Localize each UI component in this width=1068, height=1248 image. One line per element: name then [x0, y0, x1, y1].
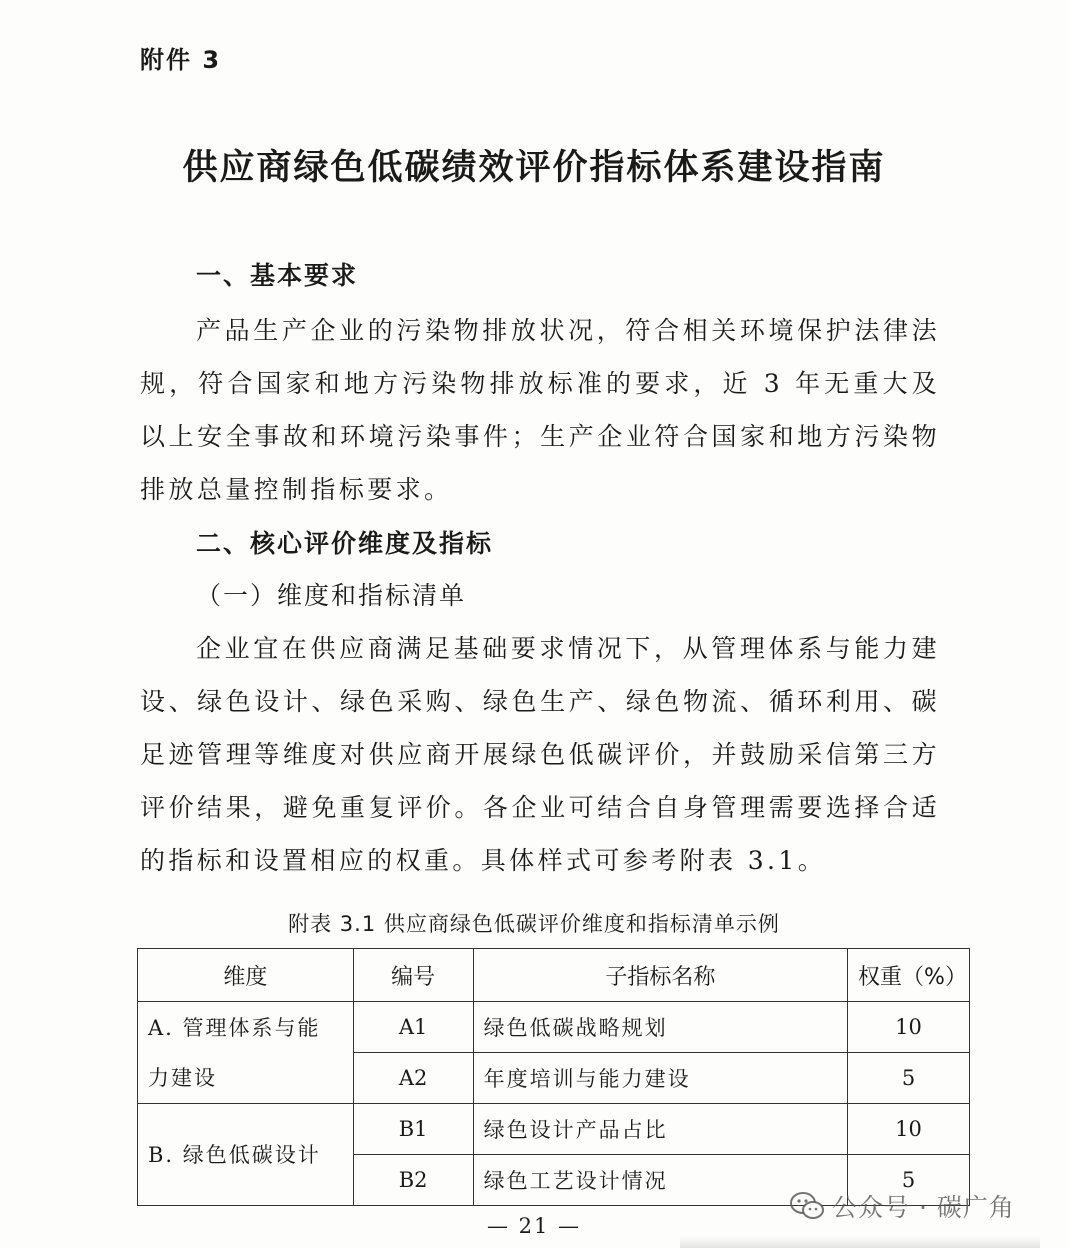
document-title: 供应商绿色低碳绩效评价指标体系建设指南 — [182, 148, 886, 188]
dimension-cell-b: B. 绿色低碳设计 — [138, 1104, 354, 1206]
bottom-edge-shadow — [680, 1236, 1040, 1248]
sub-indicator-cell: 年度培训与能力建设 — [473, 1053, 847, 1104]
attachment-label: 附件 3 — [140, 46, 222, 74]
dimension-list-paragraph — [140, 622, 940, 887]
header-sub-indicator: 子指标名称 — [473, 949, 847, 1002]
basic-requirements-paragraph — [140, 304, 940, 516]
indicator-table — [137, 948, 970, 1206]
paragraph-line: 理等维度对供应商开展绿色低碳评价，并鼓励采信第三方评价结 — [140, 740, 940, 822]
code-cell: A2 — [353, 1053, 473, 1104]
sub-indicator-cell: 绿色工艺设计情况 — [473, 1155, 847, 1206]
subsection-heading-dimension-list: （一）维度和指标清单 — [196, 581, 467, 610]
table-row — [138, 1002, 970, 1053]
paragraph-line: 总量控制指标要求。 — [196, 475, 453, 504]
weight-cell: 10 — [848, 1104, 970, 1155]
paragraph-line: 规，符合国家和地方污染物排放标准的要求，近 3 年无重大及以上 — [140, 369, 940, 451]
paragraph-line: 产品生产企业的污染物排放状况，符合相关环境保护法律法 — [196, 316, 940, 345]
watermark — [790, 1188, 1015, 1224]
paragraph-line: 果，避免重复评价。各企业可结合自身管理需要选择合适的指标 — [140, 793, 940, 875]
paragraph-line: 设、绿色设计、绿色采购、绿色生产、绿色物流、循环利用、碳足迹管 — [140, 687, 940, 769]
section-heading-core-dimensions: 二、核心评价维度及指标 — [196, 529, 494, 558]
header-dimension: 维度 — [138, 949, 354, 1002]
watermark-text: 公众号 · 碳广角 — [832, 1193, 1015, 1222]
wechat-icon — [790, 1191, 824, 1221]
paragraph-line: 和设置相应的权重。具体样式可参考附表 3.1。 — [225, 846, 827, 875]
page-number: — 21 — — [486, 1214, 582, 1238]
table-header-row — [138, 949, 970, 1002]
weight-cell: 5 — [848, 1053, 970, 1104]
paragraph-line: 安全事故和环境污染事件；生产企业符合国家和地方污染物排放 — [140, 422, 940, 504]
table-row — [138, 1104, 970, 1155]
paragraph-line: 企业宜在供应商满足基础要求情况下，从管理体系与能力建 — [196, 634, 940, 663]
sub-indicator-cell: 绿色设计产品占比 — [473, 1104, 847, 1155]
header-code: 编号 — [353, 949, 473, 1002]
dimension-cell-a: A. 管理体系与能力建设 — [138, 1002, 354, 1104]
section-heading-basic-requirements: 一、基本要求 — [196, 261, 359, 290]
code-cell: B2 — [353, 1155, 473, 1206]
sub-indicator-cell: 绿色低碳战略规划 — [473, 1002, 847, 1053]
weight-cell: 10 — [848, 1002, 970, 1053]
table-caption: 附表 3.1 供应商绿色低碳评价维度和指标清单示例 — [288, 912, 780, 936]
header-weight: 权重（%） — [848, 949, 970, 1002]
code-cell: A1 — [353, 1002, 473, 1053]
weight-cell: 5 — [848, 1155, 970, 1206]
code-cell: B1 — [353, 1104, 473, 1155]
